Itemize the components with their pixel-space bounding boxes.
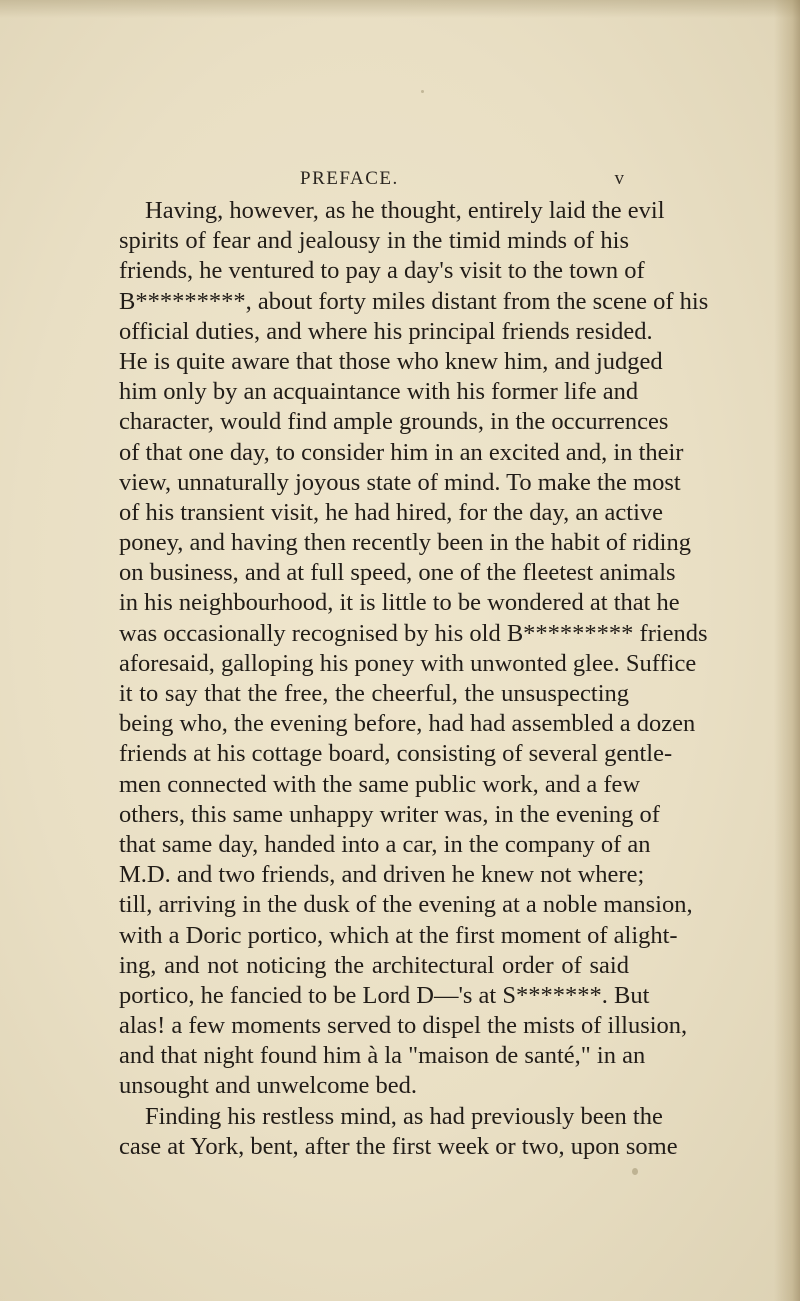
paper-speck [632, 1168, 638, 1175]
text-line: and that night found him à la "maison de santé," in an [119, 1042, 646, 1070]
text-line: him only by an acquaintance with his former life and [119, 378, 639, 406]
text-line: He is quite aware that those who knew him, and judged [119, 347, 663, 375]
text-line: that same day, handed into a car, in the company of an [119, 830, 651, 858]
text-line: unsought and unwelcome bed. [119, 1072, 418, 1100]
paper-speck [421, 90, 424, 93]
text-line: till, arriving in the dusk of the evening at a noble mansion, [119, 891, 693, 919]
page-number: v [614, 168, 624, 189]
running-title: PREFACE. [300, 168, 399, 189]
text-line: was occasionally recognised by his old B********* friends [119, 619, 708, 647]
page-edge-shadow [774, 0, 800, 1301]
text-line: friends, he ventured to pay a day's visit to the town of [119, 257, 645, 285]
text-line: spirits of fear and jealousy in the timid minds of his [119, 227, 629, 255]
text-line: it to say that the free, the cheerful, the unsuspecting [119, 680, 629, 707]
text-line: official duties, and where his principal friends resided. [119, 317, 653, 345]
text-line: others, this same unhappy writer was, in the evening of [119, 800, 660, 828]
text-line: view, unnaturally joyous state of mind. To make the most [119, 468, 681, 496]
text-line: of his transient visit, he had hired, for the day, an active [119, 498, 664, 526]
text-line: Finding his restless mind, as had previously been the [145, 1102, 663, 1130]
text-line: on business, and at full speed, one of the fleetest animals [119, 559, 676, 587]
text-line: men connected with the same public work, and a few [119, 770, 641, 798]
text-line: in his neighbourhood, it is little to be wondered at that he [119, 589, 680, 617]
text-line: portico, he fancied to be Lord D—'s at S*******. But [119, 981, 650, 1009]
text-line: alas! a few moments served to dispel the mists of illusion, [119, 1012, 688, 1040]
text-line: M.D. and two friends, and driven he knew not where; [119, 861, 645, 889]
running-head [300, 168, 640, 192]
text-line: of that one day, to consider him in an excited and, in their [119, 438, 684, 466]
text-line: B*********, about forty miles distant from the scene of his [119, 287, 709, 315]
text-line: aforesaid, galloping his poney with unwonted glee. Suffice [119, 649, 697, 677]
text-line: character, would find ample grounds, in the occurrences [119, 408, 669, 436]
page-top-shadow [0, 0, 800, 18]
text-line: Having, however, as he thought, entirely laid the evil [145, 197, 665, 224]
text-line: ing, and not noticing the architectural order of said [119, 951, 629, 979]
body-text [119, 196, 709, 1162]
text-line: with a Doric portico, which at the first moment of alight- [119, 921, 678, 949]
text-line: case at York, bent, after the first week or two, upon some [119, 1132, 678, 1160]
text-line: friends at his cottage board, consisting of several gentle- [119, 740, 673, 768]
text-line: poney, and having then recently been in the habit of riding [119, 529, 691, 557]
text-line: being who, the evening before, had had assembled a dozen [119, 710, 696, 738]
